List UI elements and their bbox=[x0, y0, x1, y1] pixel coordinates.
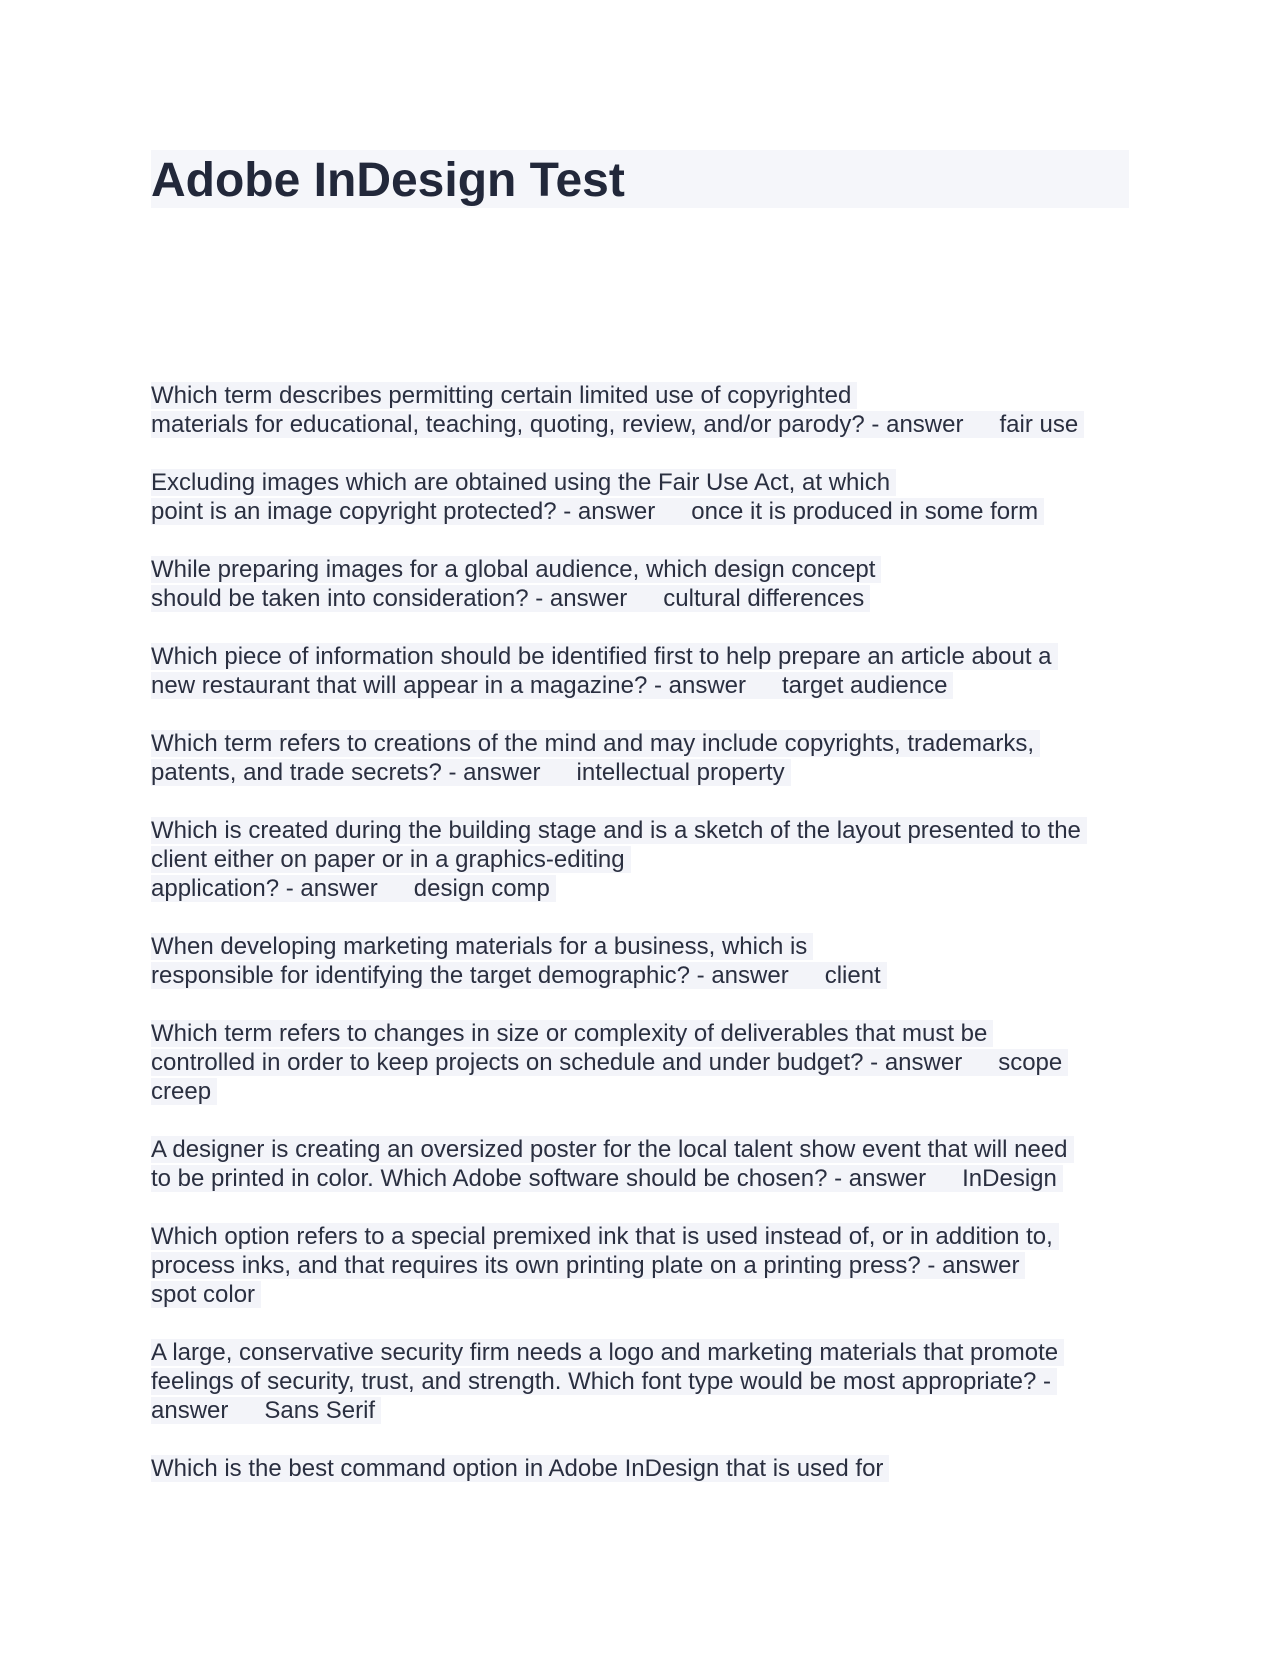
question-text: materials for educational, teaching, quoting, review, and/or parody? - answer bbox=[151, 411, 964, 438]
answer-line bbox=[151, 671, 1141, 700]
answer-line bbox=[151, 584, 1141, 613]
answer-line bbox=[151, 758, 1141, 787]
answer-text: client bbox=[824, 962, 881, 989]
question-text: Which term refers to changes in size or complexity of deliverables that must be bbox=[151, 1020, 993, 1047]
question-text: process inks, and that requires its own printing plate on a printing press? - answer bbox=[151, 1252, 1020, 1279]
answer-line-text bbox=[151, 585, 870, 612]
answer-line bbox=[151, 1396, 1141, 1425]
question-line bbox=[151, 816, 1141, 845]
question-line bbox=[151, 642, 1141, 671]
question-line bbox=[151, 381, 1141, 410]
answer-line-text bbox=[151, 1252, 1025, 1279]
question-text: application? - answer bbox=[151, 875, 378, 902]
question-text: Which term refers to creations of the mind and may include copyrights, trademarks, bbox=[151, 730, 1040, 757]
answer-line-text bbox=[151, 962, 887, 989]
question-text: A large, conservative security firm needs a logo and marketing materials that promote bbox=[151, 1339, 1064, 1366]
title-block bbox=[151, 150, 1129, 208]
question-line bbox=[151, 1135, 1141, 1164]
answer-line bbox=[151, 497, 1141, 526]
answer-line-text bbox=[151, 498, 1044, 525]
question-line bbox=[151, 932, 1141, 961]
qa-item bbox=[151, 468, 1141, 526]
question-text: Which piece of information should be identified first to help prepare an article about a bbox=[151, 643, 1058, 670]
question-text: While preparing images for a global audience, which design concept bbox=[151, 556, 881, 583]
question-text: responsible for identifying the target demographic? - answer bbox=[151, 962, 789, 989]
answer-line bbox=[151, 961, 1141, 990]
question-line bbox=[151, 555, 1141, 584]
answer-line-text bbox=[151, 1049, 1068, 1076]
qa-item bbox=[151, 642, 1141, 700]
qa-item bbox=[151, 381, 1141, 439]
answer-line-text bbox=[151, 411, 1084, 438]
question-text: client either on paper or in a graphics-editing bbox=[151, 846, 631, 873]
answer-text: cultural differences bbox=[663, 585, 865, 612]
question-text: Which is created during the building stage and is a sketch of the layout presented to the bbox=[151, 817, 1087, 844]
answer-line bbox=[151, 1077, 1141, 1106]
question-line bbox=[151, 729, 1141, 758]
answer-text: fair use bbox=[999, 411, 1079, 438]
question-line bbox=[151, 1454, 1141, 1483]
qa-item bbox=[151, 932, 1141, 990]
answer-line bbox=[151, 1048, 1141, 1077]
question-text: Which term describes permitting certain limited use of copyrighted bbox=[151, 382, 857, 409]
answer-text: design comp bbox=[413, 875, 550, 902]
qa-item bbox=[151, 1222, 1141, 1309]
question-text: Which option refers to a special premixed ink that is used instead of, or in addition to, bbox=[151, 1223, 1059, 1250]
qa-item bbox=[151, 1019, 1141, 1106]
answer-line bbox=[151, 1164, 1141, 1193]
answer-text: InDesign bbox=[962, 1165, 1057, 1192]
answer-text: target audience bbox=[781, 672, 948, 699]
question-text: patents, and trade secrets? - answer bbox=[151, 759, 541, 786]
answer-text: Sans Serif bbox=[264, 1397, 376, 1424]
qa-item bbox=[151, 729, 1141, 787]
document-page bbox=[151, 150, 1129, 1482]
question-line bbox=[151, 1338, 1141, 1367]
question-text: answer bbox=[151, 1397, 229, 1424]
answer-text: creep bbox=[151, 1078, 217, 1105]
question-line bbox=[151, 1019, 1141, 1048]
qa-item bbox=[151, 1338, 1141, 1425]
question-text: Excluding images which are obtained using the Fair Use Act, at which bbox=[151, 469, 896, 496]
question-text: Which is the best command option in Adobe InDesign that is used for bbox=[151, 1455, 889, 1482]
answer-line bbox=[151, 874, 1141, 903]
question-text: new restaurant that will appear in a magazine? - answer bbox=[151, 672, 746, 699]
answer-line-text bbox=[151, 759, 791, 786]
answer-line bbox=[151, 1251, 1141, 1280]
question-answer-list bbox=[151, 381, 1141, 1483]
answer-line bbox=[151, 1280, 1141, 1309]
question-text: A designer is creating an oversized poster for the local talent show event that will need bbox=[151, 1136, 1074, 1163]
answer-line-text bbox=[151, 1397, 381, 1424]
answer-text: spot color bbox=[151, 1281, 261, 1308]
question-line bbox=[151, 468, 1141, 497]
answer-line-text bbox=[151, 875, 556, 902]
answer-text: once it is produced in some form bbox=[691, 498, 1039, 525]
question-line bbox=[151, 1367, 1141, 1396]
question-text: should be taken into consideration? - answer bbox=[151, 585, 628, 612]
question-text: to be printed in color. Which Adobe software should be chosen? - answer bbox=[151, 1165, 927, 1192]
question-line bbox=[151, 1222, 1141, 1251]
qa-item bbox=[151, 1135, 1141, 1193]
answer-line bbox=[151, 410, 1141, 439]
qa-item bbox=[151, 816, 1141, 903]
question-text: controlled in order to keep projects on schedule and under budget? - answer bbox=[151, 1049, 963, 1076]
question-line bbox=[151, 845, 1141, 874]
question-text: feelings of security, trust, and strength. Which font type would be most appropriate? - bbox=[151, 1368, 1057, 1395]
qa-item bbox=[151, 555, 1141, 613]
answer-line-text bbox=[151, 1165, 1063, 1192]
document-title: Adobe InDesign Test bbox=[151, 154, 625, 207]
answer-line-text bbox=[151, 672, 953, 699]
qa-item bbox=[151, 1454, 1141, 1483]
answer-text: intellectual property bbox=[576, 759, 785, 786]
answer-text: scope bbox=[998, 1049, 1063, 1076]
question-text: point is an image copyright protected? - answer bbox=[151, 498, 656, 525]
question-text: When developing marketing materials for a business, which is bbox=[151, 933, 813, 960]
